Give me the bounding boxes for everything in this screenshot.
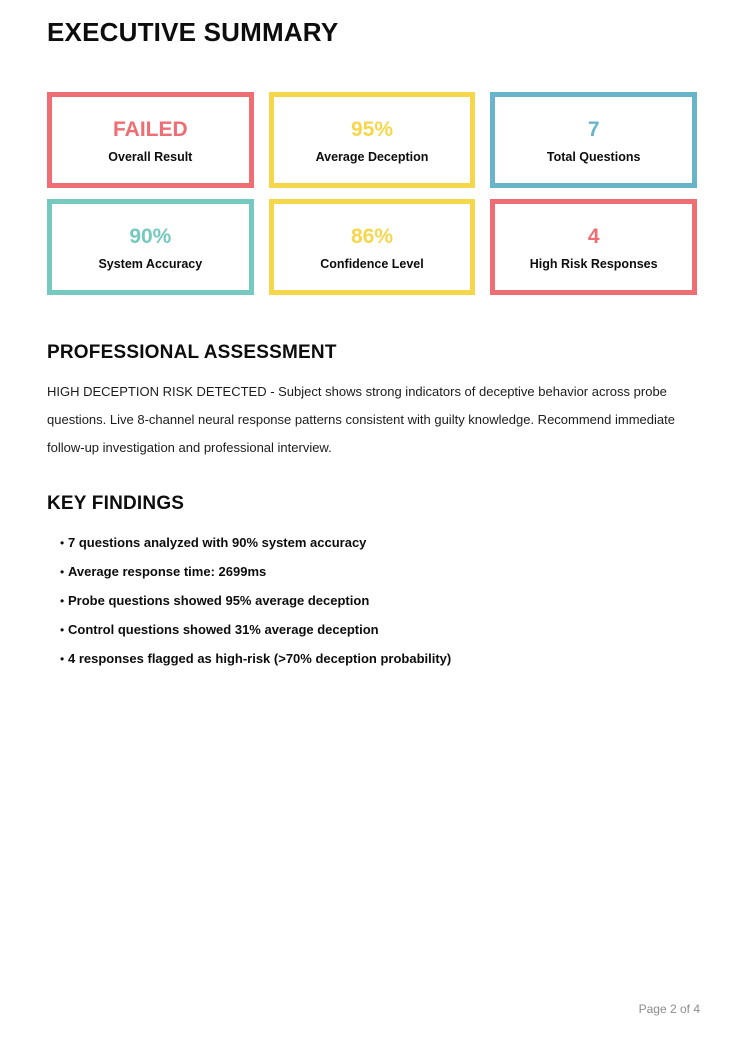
stat-label: Total Questions bbox=[546, 149, 641, 164]
page-number: Page 2 of 4 bbox=[638, 1002, 700, 1016]
stat-value: FAILED bbox=[112, 117, 188, 141]
stat-value: 7 bbox=[587, 117, 600, 141]
key-finding-item: • Probe questions showed 95% average deception bbox=[47, 593, 697, 609]
key-finding-item: • Average response time: 2699ms bbox=[47, 564, 697, 580]
stat-label: System Accuracy bbox=[98, 256, 203, 271]
professional-assessment-heading: PROFESSIONAL ASSESSMENT bbox=[47, 342, 337, 363]
key-findings-heading: KEY FINDINGS bbox=[47, 493, 185, 514]
key-finding-item: • 4 responses flagged as high-risk (>70% deception probability) bbox=[47, 651, 697, 667]
stat-value: 95% bbox=[350, 117, 393, 141]
key-finding-item: • 7 questions analyzed with 90% system accuracy bbox=[47, 535, 697, 551]
stat-label: Average Deception bbox=[315, 149, 429, 164]
stat-label: Overall Result bbox=[108, 149, 193, 164]
stat-label: Confidence Level bbox=[320, 256, 424, 271]
stat-card-average-deception bbox=[269, 92, 476, 188]
stat-value: 90% bbox=[129, 224, 172, 248]
stat-value: 4 bbox=[587, 224, 600, 248]
stat-card-system-accuracy bbox=[47, 199, 254, 295]
stat-card-total-questions bbox=[490, 92, 697, 188]
stat-cards-grid bbox=[47, 92, 697, 295]
stat-card-high-risk-responses bbox=[490, 199, 697, 295]
stat-card-overall-result bbox=[47, 92, 254, 188]
professional-assessment-body: HIGH DECEPTION RISK DETECTED - Subject shows strong indicators of deceptive behavior across probe questions. Live 8-channel neural response patterns consistent with guilty knowledge. Recommend immediate follow-up investigation and professional interview. bbox=[47, 384, 675, 455]
key-finding-item: • Control questions showed 31% average deception bbox=[47, 622, 697, 638]
stat-label: High Risk Responses bbox=[529, 256, 658, 271]
page-title: EXECUTIVE SUMMARY bbox=[47, 17, 339, 47]
key-findings-list bbox=[47, 535, 697, 667]
stat-value: 86% bbox=[350, 224, 393, 248]
stat-card-confidence-level bbox=[269, 199, 476, 295]
